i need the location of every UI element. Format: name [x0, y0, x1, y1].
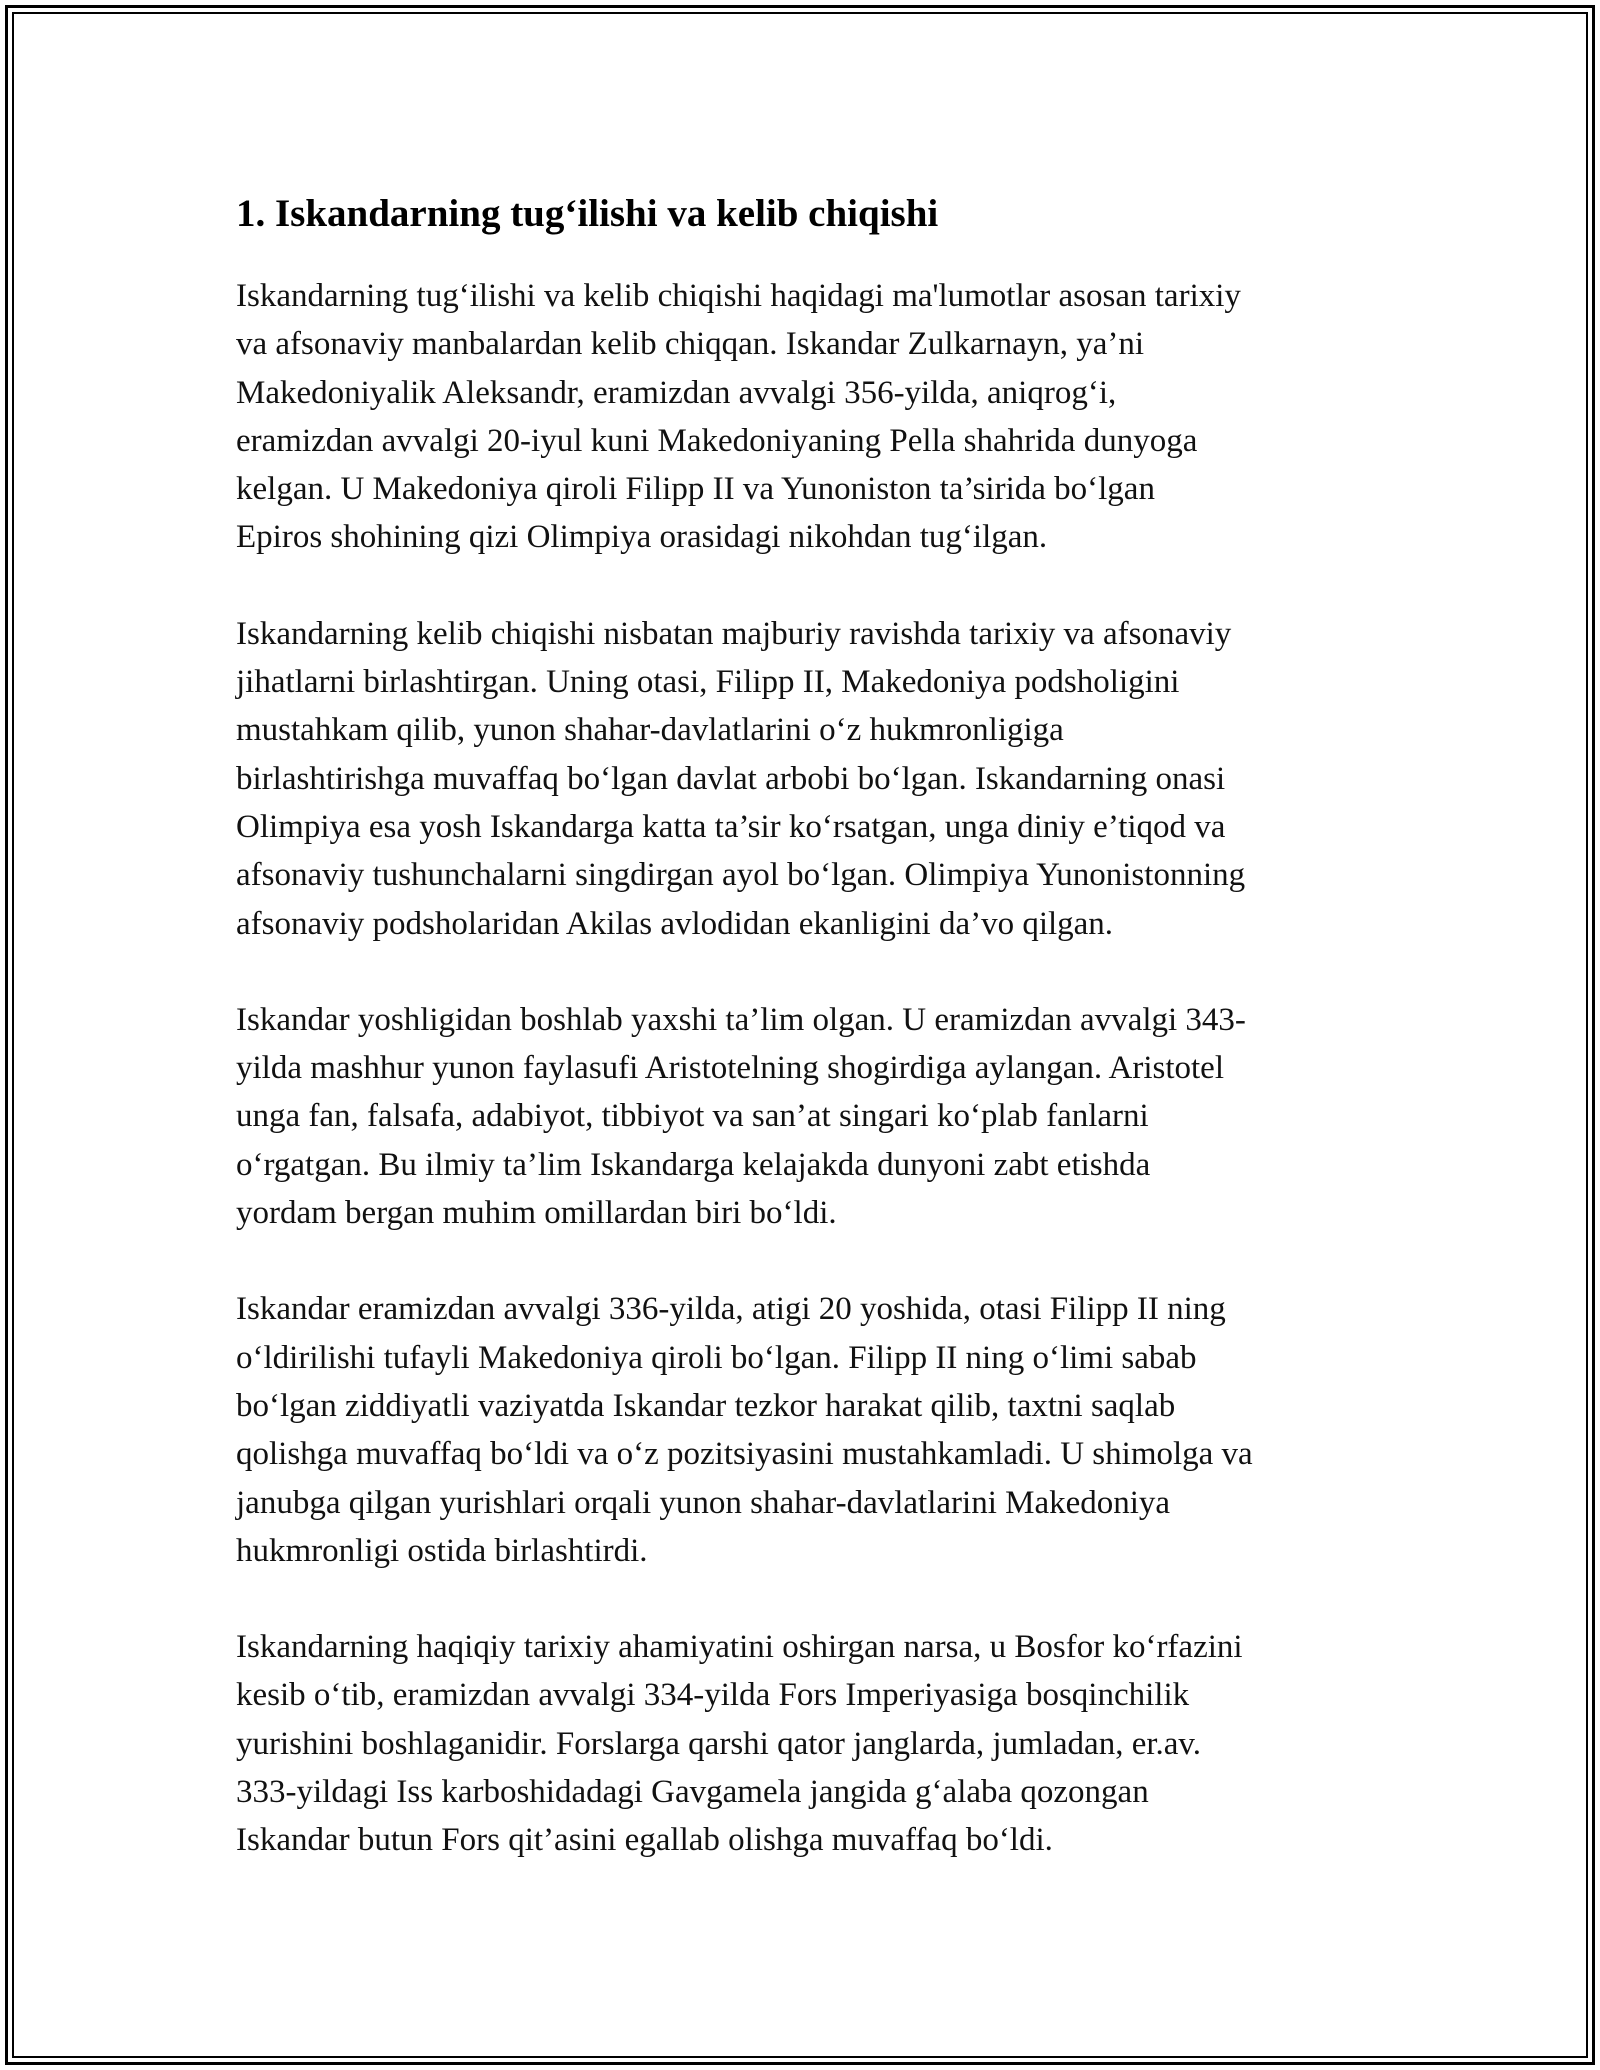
paragraph-birth-origin: Iskandarning tug‘ilishi va kelib chiqishi haqidagi ma'lumotlar asosan tarixiy va afsonaviy manbalardan kelib chiqqan. Iskandar Zulkarnayn, ya’ni Makedoniyalik Aleksandr, eramizdan avvalgi 356-yilda, aniqrog‘i, eramizdan avvalgi 20-iyul kuni Makedoniyaning Pella shahrida dunyoga kelgan. U Makedoniya qiroli Filipp II va Yunoniston ta’sirida bo‘lgan Epiros shohining qizi Olimpiya orasidagi nikohdan tug‘ilgan.	[236, 278, 1241, 556]
section-heading: 1. Iskandarning tug‘ilishi va kelib chiqishi	[236, 192, 939, 235]
paragraph-education: Iskandar yoshligidan boshlab yaxshi ta’lim olgan. U eramizdan avvalgi 343- yilda mashhur yunon faylasufi Aristotelning shogirdiga aylangan. Aristotel unga fan, falsafa, adabiyot, tibbiyot va san’at singari ko‘plab fanlarni o‘rgatgan. Bu ilmiy ta’lim Iskandarga kelajakda dunyoni zabt etishda yordam bergan muhim omillardan biri bo‘ldi.	[236, 1001, 1246, 1232]
paragraph-parents: Iskandarning kelib chiqishi nisbatan majburiy ravishda tarixiy va afsonaviy jihatlarni birlashtirgan. Uning otasi, Filipp II, Makedoniya podsholigini mustahkam qilib, yunon shahar-davlatlarini o‘z hukmronligiga birlashtirishga muvaffaq bo‘lgan davlat arbobi bo‘lgan. Iskandarning onasi Olimpiya esa yosh Iskandarga katta ta’sir ko‘rsatgan, unga diniy e’tiqod va afsonaviy tushunchalarni singdirgan ayol bo‘lgan. Olimpiya Yunonistonning afsonaviy podsholaridan Akilas avlodidan ekanligini da’vo qilgan.	[236, 615, 1246, 942]
paragraph-persian-campaign: Iskandarning haqiqiy tarixiy ahamiyatini oshirgan narsa, u Bosfor ko‘rfazini kesib o‘tib, eramizdan avvalgi 334-yilda Fors Imperiyasiga bosqinchilik yurishini boshlaganidir. Forslarga qarshi qator janglarda, jumladan, er.av. 333-yildagi Iss karboshidadagi Gavgamela jangida g‘alaba qozongan Iskandar butun Fors qit’asini egallab olishga muvaffaq bo‘ldi.	[236, 1629, 1243, 1859]
document-body	[236, 188, 1376, 1913]
paragraph-becoming-king: Iskandar eramizdan avvalgi 336-yilda, atigi 20 yoshida, otasi Filipp II ning o‘ldirilishi tufayli Makedoniya qiroli bo‘lgan. Filipp II ning o‘limi sabab bo‘lgan ziddiyatli vaziyatda Iskandar tezkor harakat qilib, taxtni saqlab qolishga muvaffaq bo‘ldi va o‘z pozitsiyasini mustahkamladi. U shimolga va janubga qilgan yurishlari orqali yunon shahar-davlatlarini Makedoniya hukmronligi ostida birlashtirdi.	[236, 1291, 1253, 1569]
